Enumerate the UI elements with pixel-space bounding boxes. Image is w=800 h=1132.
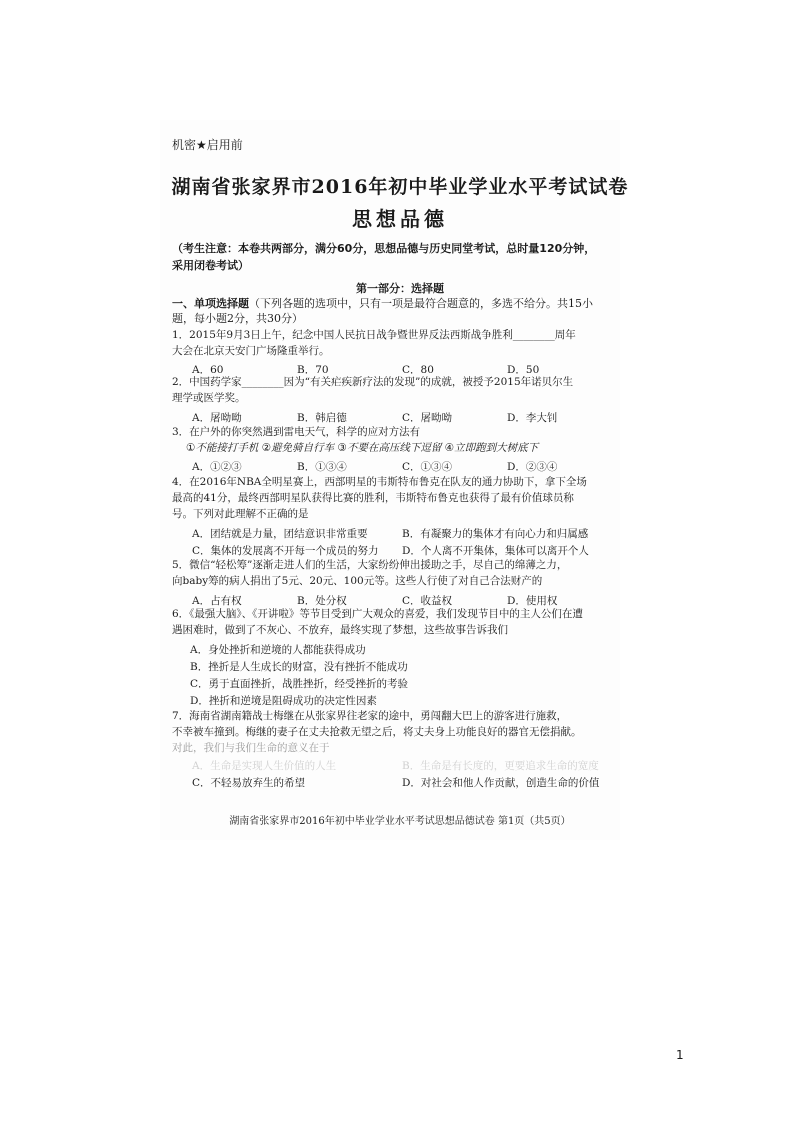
question-4-options-row1	[192, 526, 612, 541]
question-text: 2．中国药学家________因为“有关疟疾新疗法的发现”的成就，被授予2015年诺贝尔生	[172, 376, 574, 388]
part-heading: 第一部分：选择题	[356, 282, 444, 295]
option-c: C．收益权	[402, 595, 453, 607]
option-d: D．个人离不开集体，集体可以离开个人	[402, 545, 589, 557]
option-d: D．使用权	[507, 595, 558, 607]
option-a: A．60	[192, 364, 224, 376]
question-6	[172, 606, 612, 638]
option-c: C．勇于直面挫折，战胜挫折，经受挫折的考验	[190, 678, 409, 690]
question-4-options-row2	[192, 543, 612, 558]
notice-line: 采用闭卷考试）	[172, 259, 249, 272]
question-2	[172, 374, 612, 406]
question-3	[172, 424, 612, 456]
option-b: B．挫折是人生成长的财富，没有挫折不能成功	[190, 661, 408, 673]
confidential-label: 机密★启用前	[172, 138, 243, 152]
question-7-options-row2	[192, 775, 612, 790]
question-text: 7．海南省湖南籍战士梅继在从张家界往老家的途中，勇闯翻大巴上的游客进行施救，	[172, 710, 568, 722]
handwritten-choices: ①不能接打手机 ②避免骑自行车 ③不要在高压线下逗留 ④立即跑到大树底下	[186, 442, 539, 454]
question-text: 3．在户外的你突然遇到雷电天气，科学的应对方法有	[172, 426, 421, 438]
question-3-options	[192, 459, 612, 474]
option-d: D．挫折和逆境是阻碍成功的决定性因素	[190, 695, 377, 707]
exam-notice	[172, 240, 612, 274]
option-d: D．对社会和他人作贡献，创造生命的价值	[402, 777, 600, 789]
option-b: B．①③④	[297, 461, 347, 473]
question-text: 理学或医学奖。	[172, 392, 246, 404]
section-desc: 题，每小题2分，共30分）	[172, 312, 303, 325]
exam-subject: 思想品德	[352, 207, 448, 231]
notice-line: （考生注意：本卷共两部分，满分60分，思想品德与历史同堂考试，总时量120分钟，	[172, 242, 596, 255]
section-desc: （下列各题的选项中，只有一项是最符合题意的，多选不给分。共15小	[249, 297, 593, 310]
question-1	[172, 327, 612, 359]
question-2-options	[192, 410, 612, 425]
question-text: 1．2015年9月3日上午，纪念中国人民抗日战争暨世界反法西斯战争胜利________周年	[172, 329, 576, 341]
option-c: C．①③④	[402, 461, 453, 473]
option-c: C．80	[402, 364, 434, 376]
question-text: 5．微信“轻松筹”逐渐走进人们的生活，大家纷纷伸出援助之手，尽自己的绵薄之力，	[172, 559, 568, 571]
option-a: A．占有权	[192, 595, 242, 607]
page-footer: 湖南省张家界市2016年初中毕业学业水平考试思想品德试卷 第1页（共5页）	[229, 816, 571, 827]
question-5	[172, 557, 612, 589]
question-text: 不幸被车撞到。梅继的妻子在丈夫抢救无望之后，将丈夫身上功能良好的器官无偿捐献。	[172, 726, 582, 738]
option-c: C．集体的发展离不开每一个成员的努力	[192, 545, 379, 557]
question-text: 向baby筹的病人捐出了5元、20元、100元等。这些人行使了对自己合法财产的	[172, 575, 543, 587]
exam-title: 湖南省张家界市2016年初中毕业学业水平考试试卷	[171, 176, 629, 198]
option-d: D．50	[507, 364, 540, 376]
section-intro	[172, 296, 612, 326]
option-b: B．韩启德	[297, 412, 347, 424]
option-c: C．屠呦呦	[402, 412, 453, 424]
option-a: A．团结就是力量，团结意识非常重要	[192, 528, 368, 540]
question-7	[172, 708, 612, 756]
question-text: 对此，我们与我们生命的意义在于	[172, 742, 330, 754]
option-b: B．处分权	[297, 595, 347, 607]
option-b: B．有凝聚力的集体才有向心力和归属感	[402, 528, 589, 540]
option-b: B．70	[297, 364, 329, 376]
option-d: D．李大钊	[507, 412, 558, 424]
option-d: D．②③④	[507, 461, 558, 473]
page-number: 1	[676, 1048, 684, 1062]
question-4	[172, 474, 612, 522]
option-a: A．生命是实现人生价值的人生	[192, 760, 337, 772]
question-text: 号。下列对此理解不正确的是	[172, 508, 309, 520]
section-heading: 一、单项选择题	[172, 297, 249, 310]
question-text: 遇困难时，做到了不灰心、不放弃，最终实现了梦想，这些故事告诉我们	[172, 624, 508, 636]
option-a: A．屠呦呦	[192, 412, 242, 424]
question-text: 4．在2016年NBA全明星赛上，西部明星的韦斯特布鲁克在队友的通力协助下，拿下全场	[172, 476, 587, 488]
option-a: A．身处挫折和逆境的人都能获得成功	[190, 644, 366, 656]
question-text: 6．《最强大脑》、《开讲啦》等节目受到广大观众的喜爱，我们发现节目中的主人公们在遭	[172, 608, 583, 620]
option-a: A．①②③	[192, 461, 242, 473]
question-7-options-row1	[192, 758, 612, 773]
option-b: B．生命是有长度的，更要追求生命的宽度	[402, 760, 599, 772]
question-text: 最高的41分，最终西部明星队获得比赛的胜利，韦斯特布鲁克也获得了最有价值球员称	[172, 492, 574, 504]
question-text: 大会在北京天安门广场隆重举行。	[172, 345, 330, 357]
option-c: C．不轻易放弃生的希望	[192, 777, 306, 789]
